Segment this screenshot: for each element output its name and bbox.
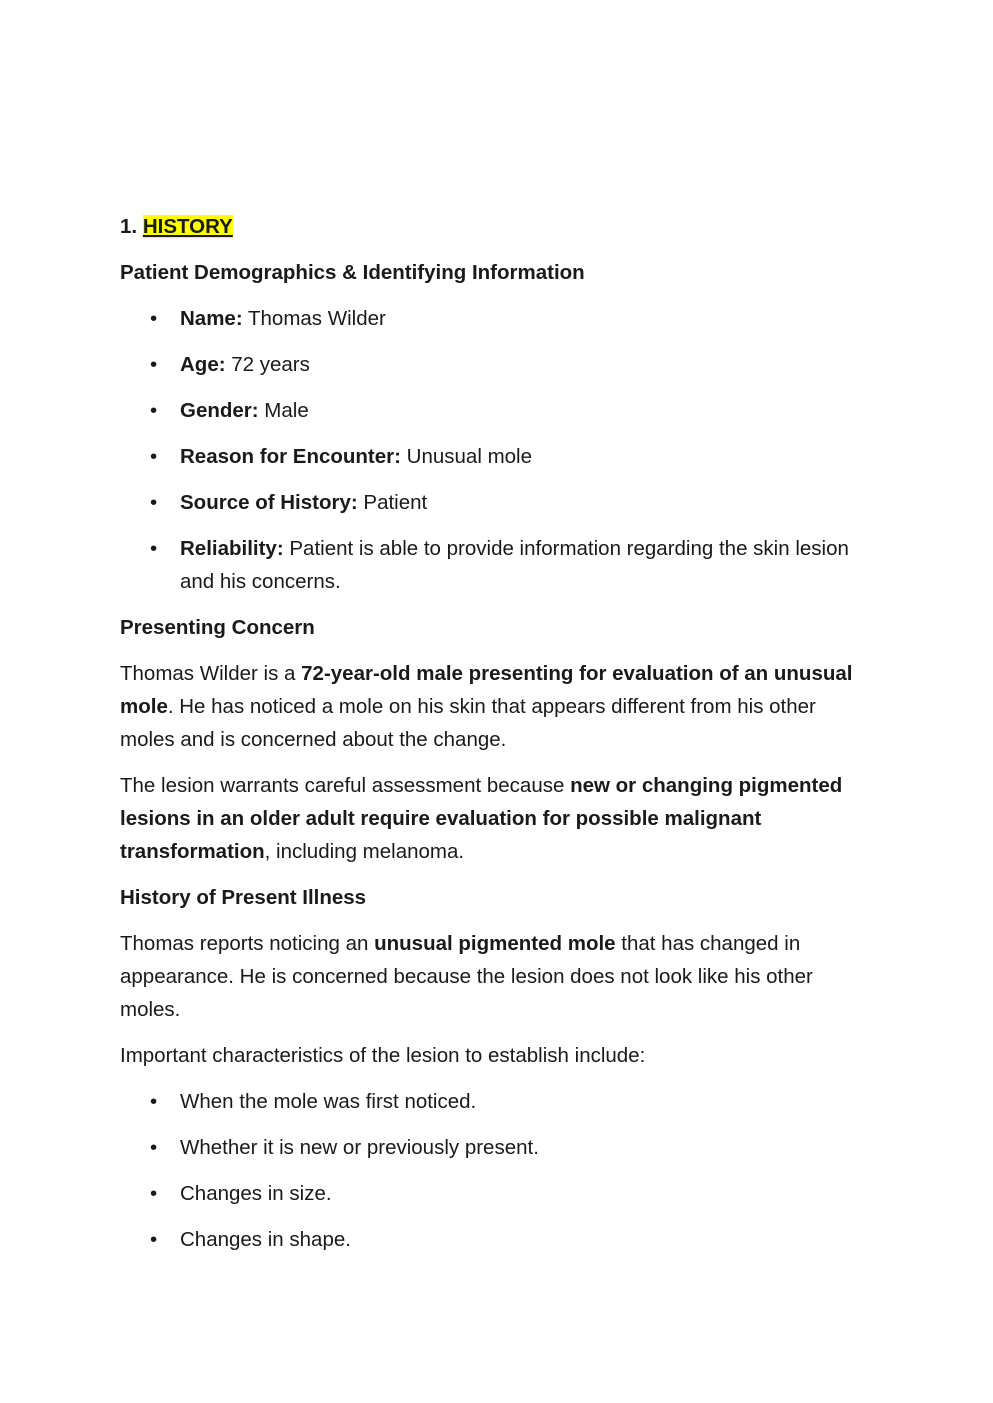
list-item xyxy=(120,394,860,427)
list-item xyxy=(120,1085,860,1118)
item-label: Reason for Encounter: xyxy=(180,445,401,468)
hpi-heading: History of Present Illness xyxy=(120,886,367,909)
hpi-paragraph-2: Important characteristics of the lesion to establish include: xyxy=(120,1044,646,1067)
list-item xyxy=(120,302,860,335)
item-value: 72 years xyxy=(225,353,310,376)
hpi-list xyxy=(120,1085,860,1256)
list-item xyxy=(120,1131,860,1164)
section-title-highlight: HISTORY xyxy=(142,215,233,238)
presenting-concern-heading: Presenting Concern xyxy=(120,616,315,639)
presenting-paragraph-1 xyxy=(120,657,860,756)
bullet-icon: • xyxy=(150,537,158,560)
list-item xyxy=(120,486,860,519)
item-value: Patient xyxy=(357,491,428,514)
text-run: Thomas reports noticing an xyxy=(120,932,375,955)
bullet-icon: • xyxy=(150,1090,158,1113)
section-title xyxy=(120,210,860,244)
item-text: Whether it is new or previously present. xyxy=(180,1136,539,1159)
list-item xyxy=(120,348,860,381)
item-label: Age: xyxy=(180,353,226,376)
demographics-list xyxy=(120,302,860,598)
item-label: Source of History: xyxy=(180,491,358,514)
text-run: . He has noticed a mole on his skin that appears different from his other moles and is concerned about the change. xyxy=(120,695,816,751)
section-number: 1. xyxy=(120,215,138,238)
bullet-icon: • xyxy=(150,353,158,376)
bullet-icon: • xyxy=(150,491,158,514)
bullet-icon: • xyxy=(150,1136,158,1159)
item-label: Reliability: xyxy=(180,537,284,560)
bold-run: new or changing pigmented lesions in an older adult require evaluation for possible malignant transformation xyxy=(120,774,843,863)
item-value: Male xyxy=(258,399,309,422)
item-text: Changes in size. xyxy=(180,1182,332,1205)
bullet-icon: • xyxy=(150,307,158,330)
document-page xyxy=(120,210,860,1269)
item-value: Thomas Wilder xyxy=(242,307,386,330)
item-value: Unusual mole xyxy=(400,445,533,468)
text-run: The lesion warrants careful assessment because xyxy=(120,774,571,797)
bullet-icon: • xyxy=(150,445,158,468)
bullet-icon: • xyxy=(150,1228,158,1251)
item-label: Name: xyxy=(180,307,243,330)
item-value: Patient is able to provide information regarding the skin lesion and his concerns. xyxy=(180,537,849,593)
list-item xyxy=(120,532,860,598)
bullet-icon: • xyxy=(150,399,158,422)
presenting-paragraph-2 xyxy=(120,769,860,868)
bold-run: 72-year-old male presenting for evaluation of an unusual mole xyxy=(120,662,853,718)
list-item xyxy=(120,440,860,473)
text-run: that has changed in appearance. He is concerned because the lesion does not look like his other moles. xyxy=(120,932,813,1021)
item-text: Changes in shape. xyxy=(180,1228,351,1251)
bullet-icon: • xyxy=(150,1182,158,1205)
list-item xyxy=(120,1223,860,1256)
hpi-paragraph-1 xyxy=(120,927,860,1026)
bold-run: unusual pigmented mole xyxy=(374,932,616,955)
item-label: Gender: xyxy=(180,399,259,422)
list-item xyxy=(120,1177,860,1210)
text-run: Thomas Wilder is a xyxy=(120,662,302,685)
text-run: , including melanoma. xyxy=(264,840,465,863)
item-text: When the mole was first noticed. xyxy=(180,1090,477,1113)
demographics-heading: Patient Demographics & Identifying Information xyxy=(120,261,585,284)
